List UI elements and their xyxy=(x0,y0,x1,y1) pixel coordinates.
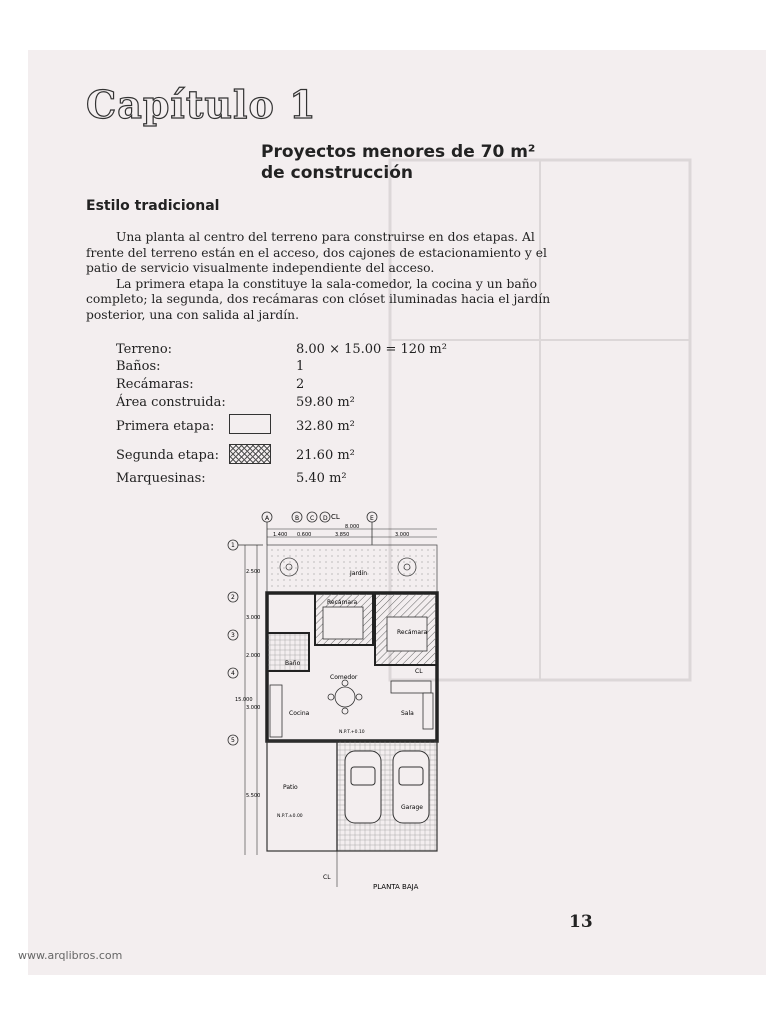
level-mark: N.P.T.±0.00 xyxy=(277,814,303,819)
spec-label: Marquesinas: xyxy=(116,471,206,486)
spec-label: Terreno: xyxy=(116,342,173,357)
dimension-label: 3.000 xyxy=(246,615,261,621)
dimension-label: 3.000 xyxy=(395,532,410,538)
title-line-1: Proyectos menores de 70 m² xyxy=(261,142,536,162)
kitchen-counter xyxy=(270,685,282,737)
spec-value: 8.00 × 15.00 = 120 m² xyxy=(296,342,447,357)
dimension-label: 8.000 xyxy=(345,524,360,530)
room-label: Recámara xyxy=(397,629,428,636)
dimension-label: 1.400 xyxy=(273,532,288,538)
top-dimension-line xyxy=(267,529,437,537)
spec-label: Recámaras: xyxy=(116,377,194,392)
cl-mark-top: CL xyxy=(331,513,340,521)
watermark-url: www.arqlibros.com xyxy=(18,949,123,962)
dimension-label: 15.000 xyxy=(235,697,253,703)
axis-letter: E xyxy=(370,515,374,522)
paragraph: La primera etapa la constituye la sala-comedor, la cocina y un baño completo; la segunda, dos recámaras con clóset iluminadas hacia el jardín posterior, una con salida al jardín. xyxy=(86,276,551,322)
axis-letter: A xyxy=(265,515,270,522)
body-text xyxy=(86,230,576,323)
room-label: Sala xyxy=(401,710,414,717)
dimension-label: 2.000 xyxy=(246,653,261,659)
spec-value: 5.40 m² xyxy=(296,471,347,486)
dimension-label: 3.000 xyxy=(246,705,261,711)
sofa xyxy=(391,681,431,693)
dimension-label: 2.500 xyxy=(246,569,261,575)
section-title: Estilo tradicional xyxy=(86,198,220,214)
room-label: Garage xyxy=(401,804,423,811)
second-stage-swatch xyxy=(229,444,271,464)
dimension-label: 5.500 xyxy=(246,793,261,799)
bed-icon xyxy=(323,607,363,639)
chapter-heading: Capítulo 1 xyxy=(86,82,317,127)
title-line-2: de construcción xyxy=(261,163,413,183)
dimension-label: 3.850 xyxy=(335,532,350,538)
room-label: CL xyxy=(415,668,423,675)
floor-plan xyxy=(215,505,475,895)
axis-letter: B xyxy=(295,515,300,522)
sofa xyxy=(423,693,433,729)
spec-value: 59.80 m² xyxy=(296,395,355,410)
spec-label: Primera etapa: xyxy=(116,419,215,434)
spec-value: 1 xyxy=(296,359,305,374)
spec-label: Segunda etapa: xyxy=(116,448,219,463)
spec-value: 32.80 m² xyxy=(296,419,355,434)
room-label: Recámara xyxy=(327,599,358,606)
axis-letter: C xyxy=(310,515,315,522)
first-stage-swatch xyxy=(229,414,271,434)
room-label: Baño xyxy=(285,660,301,667)
axis-letter: D xyxy=(323,515,328,522)
paragraph: Una planta al centro del terreno para construirse en dos etapas. Al frente del terreno están en el acceso, dos cajones de estacionamiento y el patio de servicio visualmente independiente del acceso. xyxy=(86,230,547,275)
axis-number: 3 xyxy=(231,632,235,639)
axis-number: 1 xyxy=(231,542,235,549)
garden-area xyxy=(267,545,437,593)
level-mark: N.P.T.+0.10 xyxy=(339,730,365,735)
page-title xyxy=(261,142,535,184)
axis-number: 2 xyxy=(231,594,235,601)
dining-table xyxy=(328,680,362,714)
page-number: 13 xyxy=(569,912,593,932)
room-label: Comedor xyxy=(330,674,358,681)
spec-value: 21.60 m² xyxy=(296,448,355,463)
axis-markers-top xyxy=(262,512,377,545)
room-label: Jardín xyxy=(350,570,368,577)
spec-value: 2 xyxy=(296,377,305,392)
plan-caption: PLANTA BAJA xyxy=(373,883,419,891)
cl-mark-bottom: CL xyxy=(323,874,331,881)
spec-label: Área construida: xyxy=(116,395,226,410)
axis-number: 4 xyxy=(231,670,235,677)
room-label: Cocina xyxy=(289,710,310,717)
spec-label: Baños: xyxy=(116,359,161,374)
axis-number: 5 xyxy=(231,737,235,744)
room-label: Patio xyxy=(283,784,298,791)
spec-table xyxy=(116,342,516,492)
dimension-label: 0.600 xyxy=(297,532,312,538)
patio-area xyxy=(267,741,337,851)
